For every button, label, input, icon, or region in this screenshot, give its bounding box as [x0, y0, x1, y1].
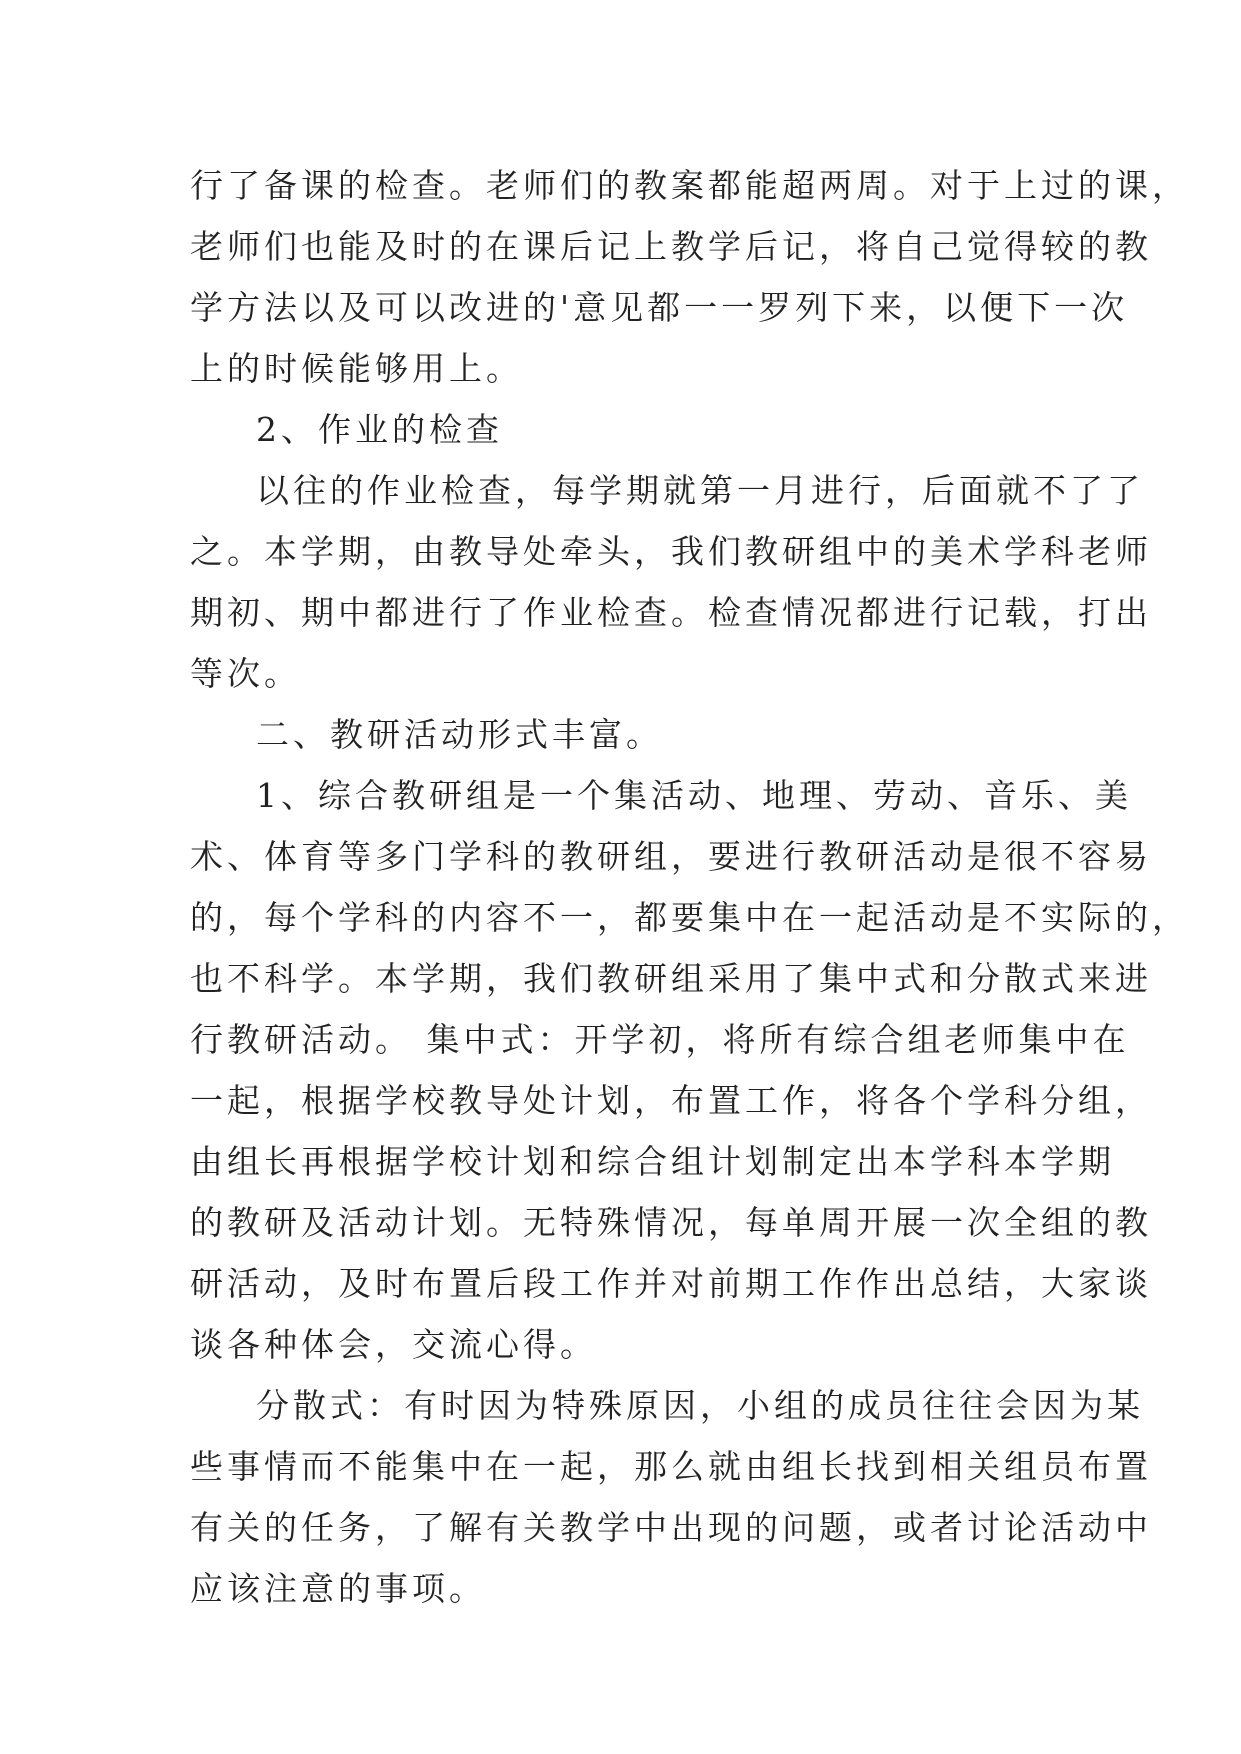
section-heading: 二、教研活动形式丰富。 [256, 715, 663, 754]
text-line: 些事情而不能集中在一起，那么就由组长找到相关组员布置 [190, 1447, 1152, 1486]
text-line: 1、综合教研组是一个集活动、地理、劳动、音乐、美 [256, 776, 1132, 815]
text-line: 有关的任务，了解有关教学中出现的问题，或者讨论活动中 [190, 1508, 1152, 1547]
section-heading: 2、作业的检查 [256, 410, 503, 449]
text-line: 的教研及活动计划。无特殊情况，每单周开展一次全组的教 [190, 1203, 1152, 1242]
text-line: 等次。 [190, 654, 301, 693]
text-line: 应该注意的事项。 [190, 1569, 486, 1608]
text-line: 期初、期中都进行了作业检查。检查情况都进行记载，打出 [190, 593, 1152, 632]
text-line: 一起，根据学校教导处计划，布置工作，将各个学科分组， [190, 1081, 1152, 1120]
text-line: 学方法以及可以改进的'意见都一一罗列下来，以便下一次 [190, 288, 1129, 327]
text-line: 行了备课的检查。老师们的教案都能超两周。对于上过的课， [190, 166, 1189, 205]
text-line: 分散式：有时因为特殊原因，小组的成员往往会因为某 [256, 1386, 1144, 1425]
text-line: 的，每个学科的内容不一，都要集中在一起活动是不实际的， [190, 898, 1189, 937]
text-line: 谈各种体会，交流心得。 [190, 1325, 597, 1364]
text-line: 术、体育等多门学科的教研组，要进行教研活动是很不容易 [190, 837, 1152, 876]
text-line: 也不科学。本学期，我们教研组采用了集中式和分散式来进 [190, 959, 1152, 998]
text-line: 行教研活动。 集中式：开学初，将所有综合组老师集中在 [190, 1020, 1130, 1059]
body-text [190, 155, 1189, 1619]
text-line: 上的时候能够用上。 [190, 349, 523, 388]
text-line: 老师们也能及时的在课后记上教学后记，将自己觉得较的教 [190, 227, 1152, 266]
text-line: 由组长再根据学校计划和综合组计划制定出本学科本学期 [190, 1142, 1115, 1181]
text-line: 之。本学期，由教导处牵头，我们教研组中的美术学科老师 [190, 532, 1152, 571]
text-line: 研活动，及时布置后段工作并对前期工作作出总结，大家谈 [190, 1264, 1152, 1303]
text-line: 以往的作业检查，每学期就第一月进行，后面就不了了 [256, 471, 1144, 510]
